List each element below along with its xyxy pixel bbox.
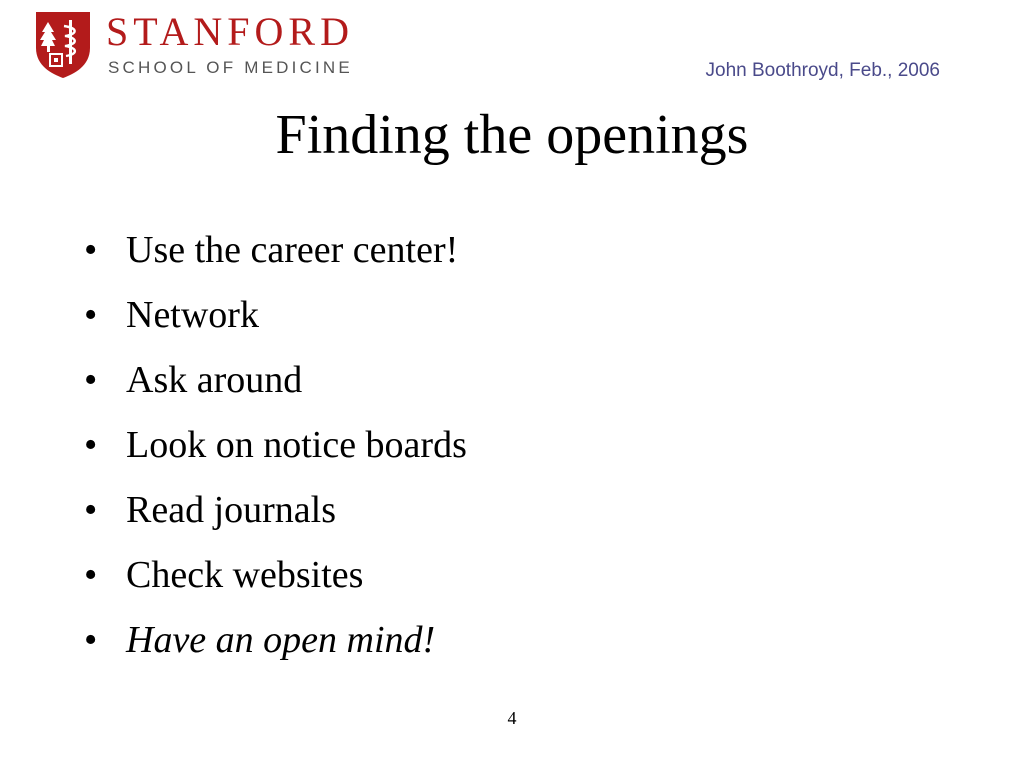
bullet-item <box>84 553 467 618</box>
bullet-item <box>84 423 467 488</box>
bullet-glyph: • <box>84 554 98 596</box>
page-number: 4 <box>507 708 517 728</box>
bullet-item <box>84 228 467 293</box>
bullet-item <box>84 293 467 358</box>
bullet-item <box>84 358 467 423</box>
slide-title: Finding the openings <box>275 104 749 166</box>
bullet-text: Check websites <box>126 554 364 596</box>
bullet-text: Use the career center! <box>126 229 459 271</box>
bullet-glyph: • <box>84 229 98 271</box>
bullet-text: Ask around <box>126 359 303 401</box>
bullet-glyph: • <box>84 619 98 661</box>
bullet-item <box>84 488 467 553</box>
bullet-item-emphasis <box>84 618 467 683</box>
bullet-text: Read journals <box>126 489 337 531</box>
stanford-shield-icon <box>34 10 92 80</box>
logo-wordmark: STANFORD <box>106 9 354 54</box>
bullet-glyph: • <box>84 489 98 531</box>
bullet-glyph: • <box>84 424 98 466</box>
header-credit: John Boothroyd, Feb., 2006 <box>705 60 940 81</box>
bullet-text: Look on notice boards <box>126 424 467 466</box>
bullet-glyph: • <box>84 359 98 401</box>
bullet-glyph: • <box>84 294 98 336</box>
bullet-text: Network <box>126 294 259 336</box>
stanford-logo <box>34 10 394 82</box>
logo-subwordmark: SCHOOL OF MEDICINE <box>108 58 353 77</box>
bullet-list <box>84 228 467 683</box>
bullet-text: Have an open mind! <box>126 619 436 661</box>
